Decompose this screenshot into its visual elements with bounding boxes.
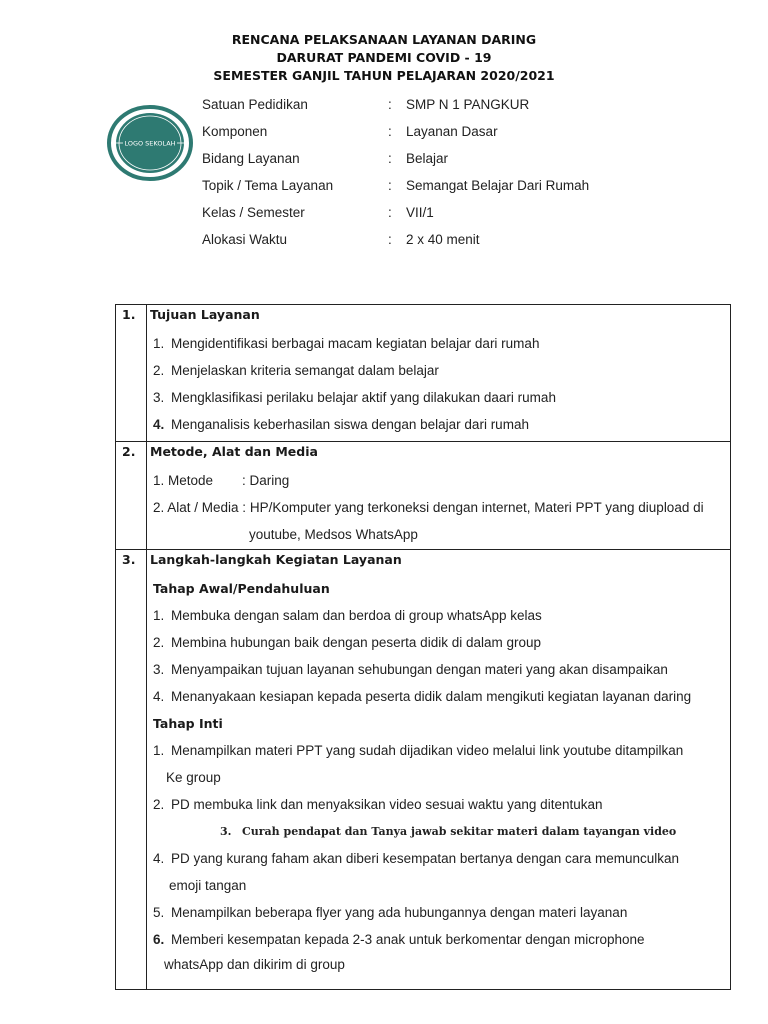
info-label: Kelas / Semester: [202, 205, 305, 220]
list-item: 1. Membuka dengan salam dan berdoa di group whatsApp kelas: [153, 608, 542, 623]
list-item: 3. Mengklasifikasi perilaku belajar aktif yang dilakukan daari rumah: [153, 390, 556, 405]
section-langkah: [116, 550, 731, 990]
activity-table: [115, 304, 731, 990]
section-number: 3.: [122, 552, 136, 567]
alat-row: [147, 494, 730, 521]
info-value: SMP N 1 PANGKUR: [406, 97, 530, 112]
list-item: 2. Membina hubungan baik dengan peserta didik di dalam group: [153, 635, 542, 650]
document-title: RENCANA PELAKSANAAN LAYANAN DARING: [231, 32, 537, 47]
list-item: 4. PD yang kurang faham akan diberi kesempatan bertanya dengan cara memunculkan: [153, 851, 680, 866]
info-separator: :: [388, 232, 392, 247]
list-item-continued: whatsApp dan dikirim di group: [164, 957, 345, 972]
metode-value: : Daring: [242, 473, 290, 488]
school-logo: [107, 105, 193, 181]
phase-title-inti: Tahap Inti: [153, 716, 223, 731]
list-item: 4. Menganalisis keberhasilan siswa dengan belajar dari rumah: [153, 417, 529, 432]
list-item: 2. Menjelaskan kriteria semangat dalam belajar: [153, 363, 439, 378]
alat-label: 2. Alat / Media :: [153, 500, 247, 515]
info-value: Semangat Belajar Dari Rumah: [406, 178, 590, 193]
alat-value-continued: youtube, Medsos WhatsApp: [249, 527, 418, 542]
info-value: 2 x 40 menit: [406, 232, 480, 247]
info-value: Belajar: [406, 151, 449, 166]
section-title: Langkah-langkah Kegiatan Layanan: [150, 552, 402, 567]
section-tujuan: [116, 305, 731, 442]
info-value: VII/1: [406, 205, 434, 220]
list-item: 4. Menanyakaan kesiapan kepada peserta didik dalam mengikuti kegiatan layanan daring: [153, 689, 692, 704]
info-separator: :: [388, 205, 392, 220]
info-separator: :: [388, 97, 392, 112]
list-item: 5. Menampilkan beberapa flyer yang ada hubungannya dengan materi layanan: [153, 905, 628, 920]
metode-label: 1. Metode: [153, 473, 214, 488]
list-item: 2. PD membuka link dan menyaksikan video sesuai waktu yang ditentukan: [153, 797, 603, 812]
list-item-continued: emoji tangan: [169, 878, 247, 893]
info-label: Alokasi Waktu: [202, 232, 288, 247]
section-number: 2.: [122, 444, 136, 459]
info-label: Satuan Pedidikan: [202, 97, 308, 112]
section-title: Tujuan Layanan: [150, 307, 260, 322]
list-item: 3. Menyampaikan tujuan layanan sehubungan dengan materi yang akan disampaikan: [153, 662, 668, 677]
document-subtitle: DARURAT PANDEMI COVID - 19: [276, 50, 492, 65]
info-label: Komponen: [202, 124, 268, 139]
info-label: Topik / Tema Layanan: [202, 178, 334, 193]
info-separator: :: [388, 151, 392, 166]
logo-text: LOGO SEKOLAH: [124, 139, 176, 148]
list-item: 3. Curah pendapat dan Tanya jawab sekitar materi dalam tayangan video: [220, 825, 677, 838]
info-label: Bidang Layanan: [202, 151, 300, 166]
document-semester: SEMESTER GANJIL TAHUN PELAJARAN 2020/2021: [213, 68, 555, 83]
info-separator: :: [388, 124, 392, 139]
list-item: 1. Menampilkan materi PPT yang sudah dijadikan video melalui link youtube ditampilkan: [153, 743, 684, 758]
section-title: Metode, Alat dan Media: [150, 444, 318, 459]
list-item: 1. Mengidentifikasi berbagai macam kegiatan belajar dari rumah: [153, 336, 540, 351]
section-number: 1.: [122, 307, 136, 322]
metode-row: [147, 467, 730, 494]
phase-title-awal: Tahap Awal/Pendahuluan: [153, 581, 330, 596]
info-value: Layanan Dasar: [406, 124, 498, 139]
info-separator: :: [388, 178, 392, 193]
list-item-continued: Ke group: [166, 770, 221, 785]
alat-value: HP/Komputer yang terkoneksi dengan internet, Materi PPT yang diupload di: [249, 500, 704, 515]
list-item: 6. Memberi kesempatan kepada 2-3 anak untuk berkomentar dengan microphone: [153, 932, 645, 947]
section-metode: [116, 442, 731, 550]
